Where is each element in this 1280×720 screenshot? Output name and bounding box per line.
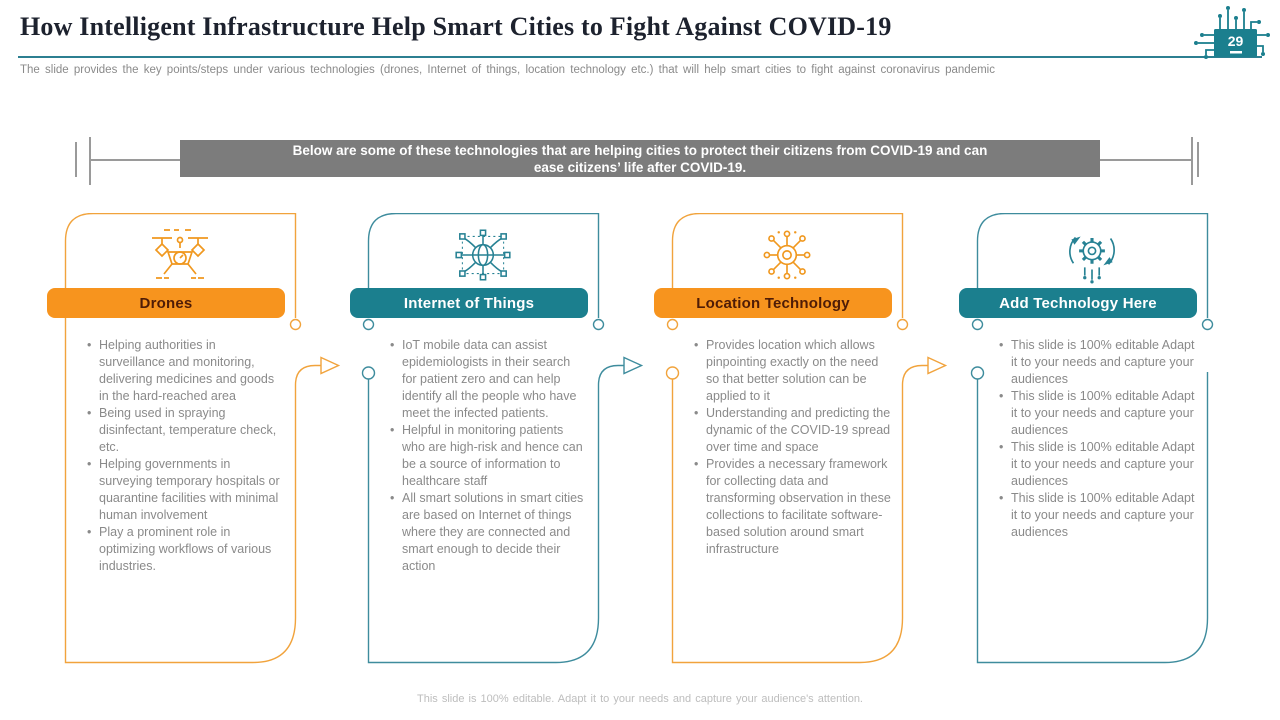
bullet-list bbox=[85, 337, 285, 575]
page-subtitle: The slide provides the key points/steps under various technologies (drones, Internet of things, location technology etc.) that will help smart cities to fight against coronavirus pandemic bbox=[20, 64, 995, 76]
technology-card-internet-of-things bbox=[368, 213, 598, 673]
iot-network-globe-icon bbox=[450, 224, 516, 286]
card-title: Drones bbox=[139, 294, 193, 312]
card-title-bar bbox=[350, 288, 588, 318]
gear-process-icon bbox=[1059, 224, 1125, 286]
decorative-line bbox=[1100, 159, 1191, 161]
intro-banner bbox=[180, 140, 1100, 177]
card-icon-area bbox=[368, 223, 598, 287]
card-icon-area bbox=[672, 223, 902, 287]
bullet-item: • This slide is 100% editable Adapt it to your needs and capture your audiences bbox=[1011, 490, 1197, 541]
decorative-line bbox=[75, 142, 77, 177]
card-title-bar bbox=[47, 288, 285, 318]
bullet-item: • Being used in spraying disinfectant, temperature check, etc. bbox=[99, 405, 285, 456]
bullet-item: • Helping authorities in surveillance and monitoring, delivering medicines and goods in the hard-reached area bbox=[99, 337, 285, 405]
card-icon-area bbox=[65, 223, 295, 287]
card-title: Internet of Things bbox=[403, 294, 535, 312]
bullet-item: • Provides a necessary framework for collecting data and transforming observation in these collections to facilitate software-based solution around smart infrastructure bbox=[706, 456, 892, 558]
footer-note: This slide is 100% editable. Adapt it to your needs and capture your audience's attention. bbox=[417, 693, 863, 705]
page-number-badge bbox=[1186, 2, 1278, 64]
title-underline bbox=[18, 56, 1262, 58]
drone-icon bbox=[144, 224, 216, 286]
bullet-item: • This slide is 100% editable Adapt it to your needs and capture your audiences bbox=[1011, 337, 1197, 388]
bullet-item: • Understanding and predicting the dynamic of the COVID-19 spread over time and space bbox=[706, 405, 892, 456]
card-title-bar bbox=[654, 288, 892, 318]
bullet-item: • Helping governments in surveying temporary hospitals or quarantine facilities with minimal human involvement bbox=[99, 456, 285, 524]
card-title-bar bbox=[959, 288, 1197, 318]
card-title: Location Technology bbox=[696, 294, 850, 312]
banner-text: Below are some of these technologies that are helping cities to protect their citizens from COVID-19 and can ease citizens’ life after COVID-19. bbox=[292, 142, 988, 175]
technology-card-drones bbox=[65, 213, 295, 673]
technology-card-add-technology bbox=[977, 213, 1207, 673]
bullet-item: • Play a prominent role in optimizing workflows of various industries. bbox=[99, 524, 285, 575]
page-number: 29 bbox=[1227, 33, 1244, 49]
bullet-list bbox=[388, 337, 588, 575]
decorative-line bbox=[89, 137, 91, 185]
page-title: How Intelligent Infrastructure Help Smart Cities to Fight Against COVID-19 bbox=[20, 12, 892, 41]
bullet-list bbox=[692, 337, 892, 558]
bullet-item: • Helpful in monitoring patients who are high-risk and hence can be a source of information to healthcare staff bbox=[402, 422, 588, 490]
card-icon-area bbox=[977, 223, 1207, 287]
decorative-line bbox=[1191, 137, 1193, 185]
technology-card-location-technology bbox=[672, 213, 902, 673]
card-title: Add Technology Here bbox=[999, 294, 1157, 312]
bullet-item: • This slide is 100% editable Adapt it to your needs and capture your audiences bbox=[1011, 439, 1197, 490]
bullet-item: • All smart solutions in smart cities are based on Internet of things where they are connected and smart enough to decide their action bbox=[402, 490, 588, 575]
bullet-item: • Provides location which allows pinpointing exactly on the need so that better solution can be applied to it bbox=[706, 337, 892, 405]
decorative-line bbox=[90, 159, 180, 161]
bullet-item: • This slide is 100% editable Adapt it to your needs and capture your audiences bbox=[1011, 388, 1197, 439]
location-circuit-icon bbox=[754, 224, 820, 286]
bullet-item: • IoT mobile data can assist epidemiologists in their search for patient zero and can help identify all the people who have meet the infected patients. bbox=[402, 337, 588, 422]
bullet-list bbox=[997, 337, 1197, 541]
decorative-line bbox=[1197, 142, 1199, 177]
